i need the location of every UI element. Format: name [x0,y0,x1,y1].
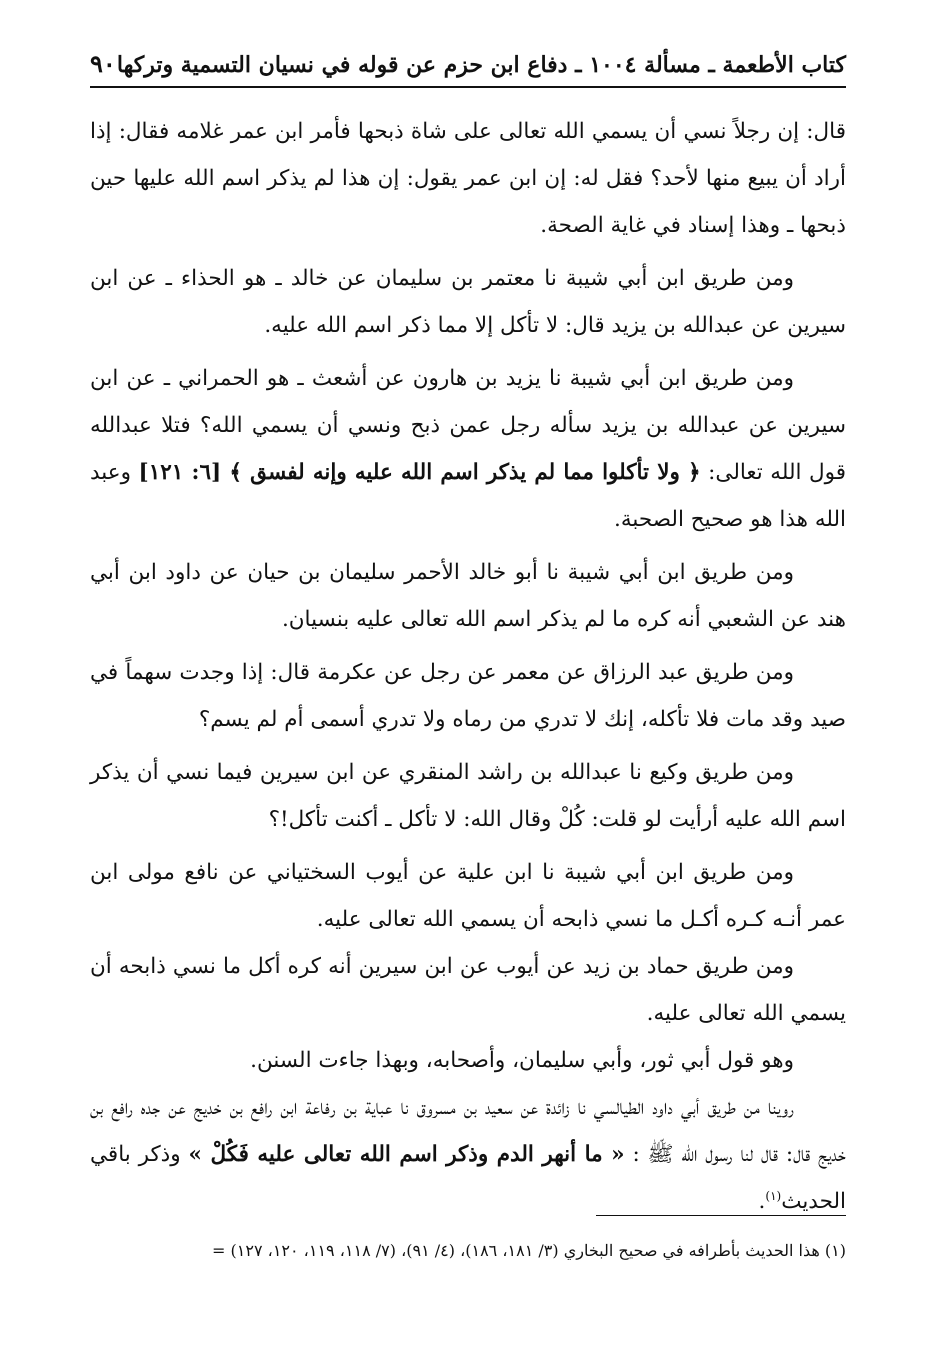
running-header [90,40,846,88]
paragraph-text: قال: إن رجلاً نسي أن يسمي الله تعالى على شاة ذبحها فأمر ابن عمر غلامه فقال: إذا أراد أن يبيع منها لأحد؟ فقل له: إن ابن عمر يقول: إن هذا لم يذكر اسم الله عليها حين ذبحها ـ وهذا إسناد في غاية الصحة. [90,119,846,238]
paragraph-text: ومن طريق وكيع نا عبدالله بن راشد المنقري عن ابن سيرين فيما نسي أن يذكر اسم الله عليه أرأيت لو قلت: كُلْ وقال الله: لا تأكل ـ أكنت تأكل!؟ [90,760,846,832]
paragraph-10 [90,1084,846,1225]
paragraph-text: وهو قول أبي ثور، وأبي سليمان، وأصحابه، وبهذا جاءت السنن. [250,1048,794,1073]
quran-verse: ﴿ ولا تأكلوا مما لم يذكر اسم الله عليه وإنه لفسق ﴾ [٦: ١٢١] [138,460,701,485]
paragraph-text: ومن طريق عبد الرزاق عن معمر عن رجل عن عكرمة قال: إذا وجدت سهماً في صيد وقد مات فلا تأكله، إنك لا تدري من رماه ولا تدري أسمى أم لم يسم؟ [90,660,846,732]
paragraph-8 [90,943,846,1037]
paragraph-text: وذكر باقي الحديث [90,1142,846,1214]
hadith-quote: « ما أنهر الدم وذكر اسم الله تعالى عليه فَكُلْ » [188,1142,625,1167]
paragraph-3 [90,355,846,543]
paragraph-2 [90,255,846,349]
paragraph-text: وعبد الله هذا هو صحيح الصحبة. [90,460,846,532]
paragraph-text: ومن طريق حماد بن زيد عن أيوب عن ابن سيرين أنه كره أكل ما نسي ذابحه أن يسمي الله تعالى عليه. [90,954,846,1026]
paragraph-9 [90,1037,846,1084]
paragraph-4 [90,549,846,643]
footnote: (١) هذا الحديث بأطرافه في صحيح البخاري (٣/ ١٨١، ١٨٦)، (٤/ ٩١)، (٧/ ١١٨، ١١٩، ١٢٠، ١٢٧) = [212,1241,846,1260]
paragraph-5 [90,649,846,743]
paragraph-text: ومن طريق ابن أبي شيبة نا معتمر بن سليمان عن خالد ـ هو الحذاء ـ عن ابن سيرين عن عبدالله بن يزيد قال: لا تأكل إلا مما ذكر اسم الله عليه. [90,266,846,338]
footnote-divider [596,1215,846,1216]
paragraph-text: روينا من طريق أبي داود الطيالسي نا زائدة عن سعيد بن مسروق نا عباية بن رفاعة ابن رافع بن خديج عن جده رافع بن خديج قال: قال لنا رسول الله ﷺ : [90,1095,846,1167]
paragraph-text: ومن طريق ابن أبي شيبة نا يزيد بن هارون عن أشعث ـ هو الحمراني ـ عن ابن سيرين عن عبدالله بن يزيد سأله رجل عمن ذبح ونسي أن يسمي الله؟ فتلا عبدالله قول الله تعالى: [90,366,846,485]
page-number: ٩٠ [90,49,116,78]
paragraph-7 [90,849,846,943]
paragraph-text: ومن طريق ابن أبي شيبة نا ابن علية عن أيوب السختياني عن نافع مولى ابن عمر أنـه كـره أكـل ما نسي ذابحه أن يسمي الله تعالى عليه. [90,860,846,932]
page-body [90,108,846,1225]
page [90,40,846,1340]
paragraph-text: ومن طريق ابن أبي شيبة نا أبو خالد الأحمر سليمان بن حيان عن داود ابن أبي هند عن الشعبي أنه كره ما لم يذكر اسم الله تعالى عليه بنسيان. [90,560,846,632]
footnote-reference[interactable]: (١) [765,1188,782,1203]
paragraph-1 [90,108,846,249]
paragraph-6 [90,749,846,843]
running-title: كتاب الأطعمة ـ مسألة ١٠٠٤ ـ دفاع ابن حزم عن قوله في نسيان التسمية وتركها [116,52,846,78]
paragraph-text: . [758,1189,766,1214]
